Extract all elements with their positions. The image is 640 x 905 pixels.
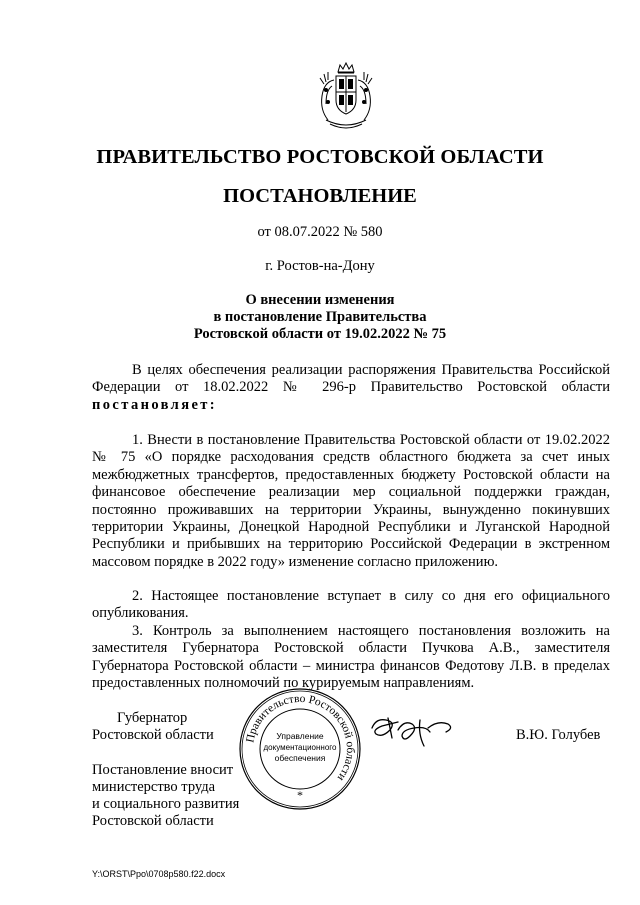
- subject-line-2: в постановление Правительства: [213, 309, 427, 325]
- stamp-ring-text: Правительство Ростовской области: [244, 692, 357, 784]
- signer-position-line-1: Губернатор: [117, 710, 188, 726]
- item-1: 1. Внести в постановление Правительства Ростовской области от 19.02.2022 № 75 «О порядке расходования средств областного бюджета за счет иных межбюджетных трансфертов, предоставленных бюджету Ростовской области на финансовое обеспечение реализации мер социальной поддержки граждан, постоянно проживавших на территории Украины, вынужденно покинувших территории Украины, Донецкой Народной Республики и Луганской Народной Республики и прибывших на территорию Российской Федерации в экстренном массовом порядке в 2022 году» изменение согласно приложению.: [92, 432, 610, 570]
- file-path-footer: Y:\ORST\Ppo\0708p580.f22.docx: [92, 869, 226, 879]
- document-type: ПОСТАНОВЛЕНИЕ: [223, 185, 417, 207]
- submitter-line-1: Постановление вносит: [92, 762, 234, 778]
- submitter-line-3: и социального развития: [92, 796, 240, 812]
- item-2: 2. Настоящее постановление вступает в силу со дня его официального опубликования.: [92, 588, 610, 622]
- org-title: ПРАВИТЕЛЬСТВО РОСТОВСКОЙ ОБЛАСТИ: [96, 146, 544, 168]
- official-stamp: [238, 687, 362, 811]
- stamp-inner-line-1: Управление: [276, 731, 324, 741]
- decree-word: постановляет:: [92, 396, 218, 413]
- preamble-text: В целях обеспечения реализации распоряжения Правительства Российской Федерации от 18.02.2022 № 296-р Правительство Ростовской области: [92, 362, 610, 396]
- submitter-line-2: министерство труда: [92, 779, 216, 795]
- item-3: 3. Контроль за выполнением настоящего постановления возложить на заместителя Губернатора Ростовской области Пучкова А.В., заместителя Губернатора Ростовской области – министра финансов Федотову Л.В. в пределах предоставленных полномочий по курируемым направлениям.: [92, 623, 610, 692]
- city: г. Ростов-на-Дону: [265, 258, 375, 274]
- signer-name: В.Ю. Голубев: [516, 727, 601, 743]
- submitter-line-4: Ростовской области: [92, 813, 214, 829]
- date-number: от 08.07.2022 № 580: [257, 224, 383, 240]
- stamp-inner-line-3: обеспечения: [274, 753, 326, 763]
- stamp-inner-line-2: документационного: [263, 743, 337, 752]
- subject-line-3: Ростовской области от 19.02.2022 № 75: [193, 326, 447, 342]
- coat-of-arms-emblem: [316, 60, 376, 132]
- subject-line-1: О внесении изменения: [245, 292, 395, 308]
- signer-position-line-2: Ростовской области: [92, 727, 214, 743]
- stamp-star: *: [297, 788, 303, 802]
- handwritten-signature: [368, 710, 458, 752]
- preamble: [92, 362, 610, 414]
